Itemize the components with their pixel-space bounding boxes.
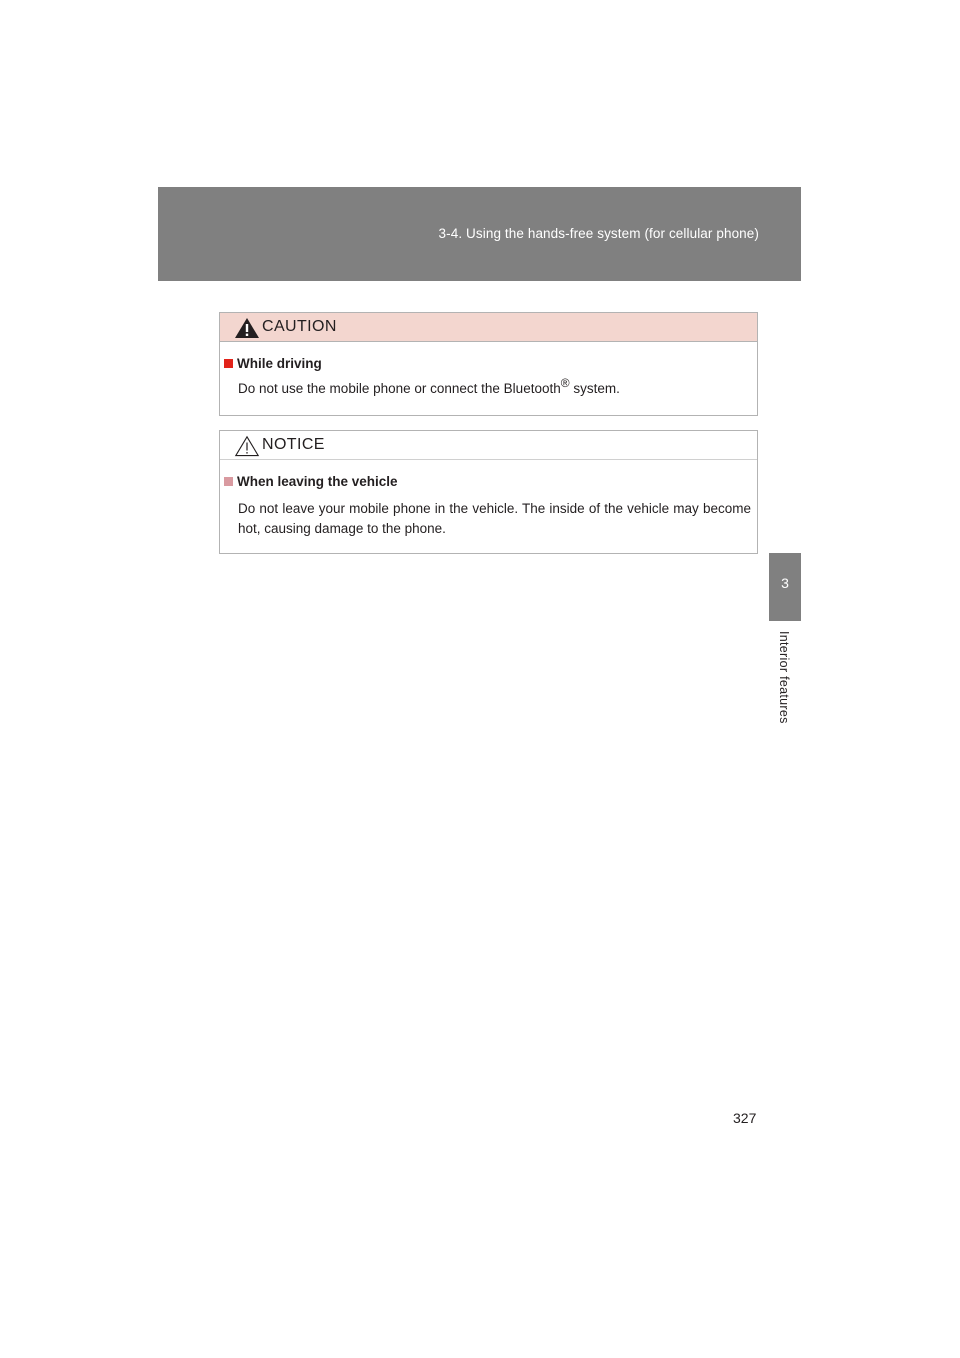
caution-item-title: While driving [224, 356, 322, 371]
notice-item-body: Do not leave your mobile phone in the vehicle. The inside of the vehicle may become hot, causing damage to the phone. [238, 501, 751, 536]
caution-item-body: Do not use the mobile phone or connect the Bluetooth® system. [238, 376, 620, 396]
caution-label: CAUTION [262, 318, 337, 335]
caution-header [220, 313, 757, 342]
caution-box [219, 312, 758, 416]
section-title: 3-4. Using the hands-free system (for cellular phone) [438, 226, 759, 241]
bullet-square-icon [224, 477, 233, 486]
notice-header [220, 431, 757, 460]
bullet-square-icon [224, 359, 233, 368]
chapter-title: Interior features [777, 631, 791, 724]
registered-mark: ® [560, 376, 570, 390]
notice-item-title: When leaving the vehicle [224, 474, 398, 489]
warning-icon [234, 317, 260, 339]
warning-outline-icon [234, 435, 260, 457]
notice-label: NOTICE [262, 436, 325, 453]
section-header-bar [158, 187, 801, 281]
page-number: 327 [733, 1110, 757, 1126]
notice-box [219, 430, 758, 554]
chapter-tab [769, 553, 801, 621]
chapter-number: 3 [781, 575, 789, 591]
